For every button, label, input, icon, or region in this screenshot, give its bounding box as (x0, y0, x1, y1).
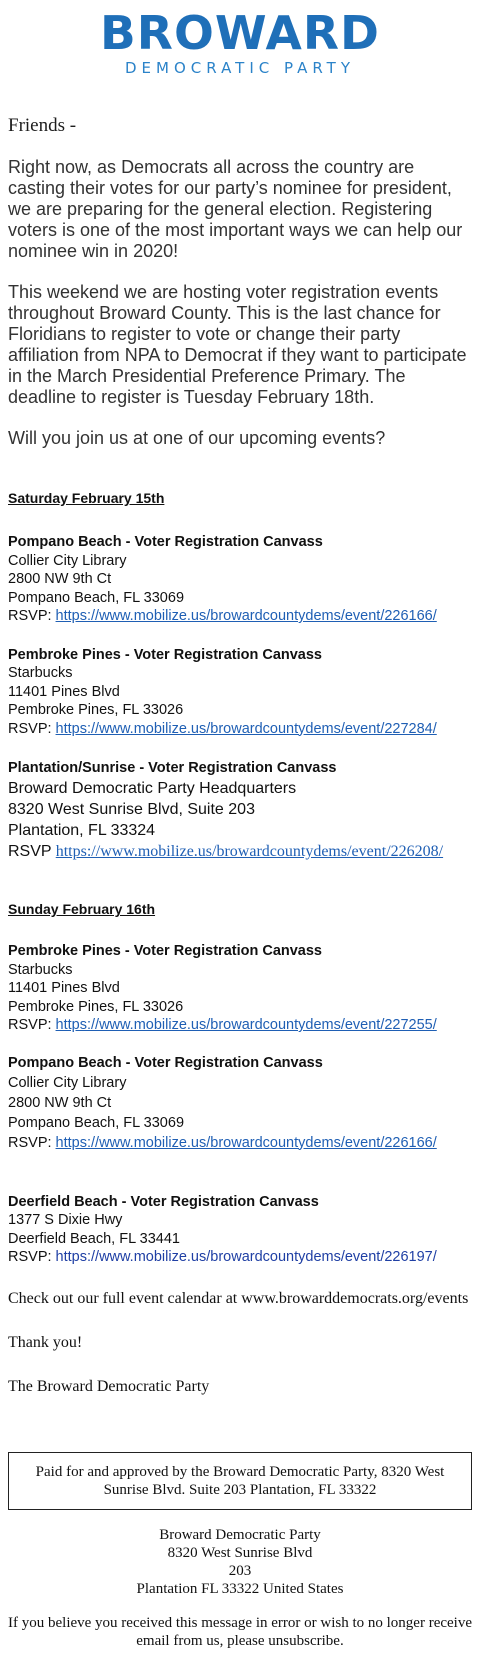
event-rsvp (8, 720, 472, 739)
greeting: Friends - (8, 115, 77, 136)
signature: The Broward Democratic Party (8, 1377, 210, 1395)
broward-logo (8, 0, 472, 77)
intro-paragraph: Right now, as Democrats all across the country are casting their votes for our party’s nominee for president, we are preparing for the general election. Registering voters is one of the most important ways we can help our nominee win in 2020! (8, 157, 463, 261)
event-item (8, 646, 472, 739)
event-title: Pembroke Pines - Voter Registration Canvass (8, 646, 323, 663)
logo-wordmark: BROWARD (100, 6, 380, 60)
rsvp-label: RSVP: (8, 1017, 56, 1033)
event-venue: Starbucks (8, 665, 73, 681)
rsvp-label: RSVP (8, 843, 56, 860)
event-rsvp (8, 1248, 472, 1267)
event-city: Pembroke Pines, FL 33026 (8, 998, 184, 1015)
event-city: Plantation, FL 33324 (8, 822, 156, 839)
day-heading-sunday: Sunday February 16th (8, 901, 156, 917)
rsvp-link[interactable]: https://www.mobilize.us/browardcountydems/event/226208/ (55, 843, 444, 860)
rsvp-link[interactable]: https://www.mobilize.us/browardcountydems/event/226166/ (55, 608, 437, 624)
rsvp-link[interactable]: https://www.mobilize.us/browardcountydems/event/226197/ (55, 1249, 437, 1265)
footer-suite: 203 (228, 1562, 252, 1579)
event-street: 1377 S Dixie Hwy (8, 1212, 123, 1228)
rsvp-link[interactable]: https://www.mobilize.us/browardcountydems/event/226166/ (55, 1134, 437, 1151)
footer-org: Broward Democratic Party (159, 1526, 321, 1543)
event-city: Pembroke Pines, FL 33026 (8, 702, 184, 718)
rsvp-label: RSVP: (8, 1134, 56, 1151)
rsvp-link[interactable]: https://www.mobilize.us/browardcountydems/event/227255/ (55, 1017, 437, 1033)
paid-for-disclaimer: Paid for and approved by the Broward Democratic Party, 8320 West Sunrise Blvd. Suite 203 Plantation, FL 33322 (8, 1452, 472, 1510)
event-venue: Starbucks (8, 961, 73, 978)
day-heading-saturday: Saturday February 15th (8, 490, 165, 506)
footer-street: 8320 West Sunrise Blvd (167, 1544, 313, 1561)
event-city: Pompano Beach, FL 33069 (8, 1114, 185, 1131)
event-street: 11401 Pines Blvd (8, 683, 120, 700)
footer (8, 1526, 472, 1650)
event-street: 2800 NW 9th Ct (8, 571, 112, 587)
rsvp-link[interactable]: https://www.mobilize.us/browardcountydems/event/227284/ (55, 720, 437, 737)
event-street: 11401 Pines Blvd (8, 980, 120, 996)
thank-you: Thank you! (8, 1333, 83, 1351)
event-title: Plantation/Sunrise - Voter Registration Canvass (8, 760, 337, 776)
event-city: Pompano Beach, FL 33069 (8, 589, 185, 606)
event-venue: Collier City Library (8, 1074, 127, 1091)
event-title: Pompano Beach - Voter Registration Canvass (8, 1054, 323, 1071)
event-item (8, 1193, 472, 1267)
rsvp-label: RSVP: (8, 720, 56, 737)
event-street: 8320 West Sunrise Blvd, Suite 203 (8, 801, 255, 818)
footer-city: Plantation FL 33322 United States (136, 1580, 344, 1597)
weekend-paragraph: This weekend we are hosting voter registration events throughout Broward County. This is the last chance for Floridians to register to vote or change their party affiliation from NPA to Democrat if they want to participate in the March Presidential Preference Primary. The deadline to register is Tuesday February 18th. (8, 282, 467, 407)
event-title: Pompano Beach - Voter Registration Canvass (8, 534, 323, 550)
event-title: Pembroke Pines - Voter Registration Canvass (8, 943, 323, 959)
event-item (8, 533, 472, 626)
event-item (8, 758, 472, 862)
event-title: Deerfield Beach - Voter Registration Canvass (8, 1193, 319, 1210)
join-question: Will you join us at one of our upcoming events? (8, 428, 386, 448)
event-street: 2800 NW 9th Ct (8, 1094, 112, 1111)
rsvp-label: RSVP: (8, 608, 56, 624)
event-item (8, 942, 472, 1035)
calendar-note: Check out our full event calendar at www.browarddemocrats.org/events (8, 1289, 469, 1307)
event-rsvp (8, 607, 472, 626)
event-city: Deerfield Beach, FL 33441 (8, 1230, 180, 1247)
unsubscribe-note[interactable]: If you believe you received this message in error or wish to no longer receive email from us, please unsubscribe. (8, 1614, 473, 1649)
event-rsvp (8, 841, 472, 862)
event-rsvp (8, 1133, 472, 1153)
event-rsvp (8, 1016, 472, 1035)
logo-tagline: DEMOCRATIC PARTY (125, 59, 355, 77)
event-venue: Broward Democratic Party Headquarters (8, 780, 297, 797)
event-venue: Collier City Library (8, 552, 127, 569)
rsvp-label: RSVP: (8, 1249, 56, 1265)
event-item (8, 1053, 472, 1153)
